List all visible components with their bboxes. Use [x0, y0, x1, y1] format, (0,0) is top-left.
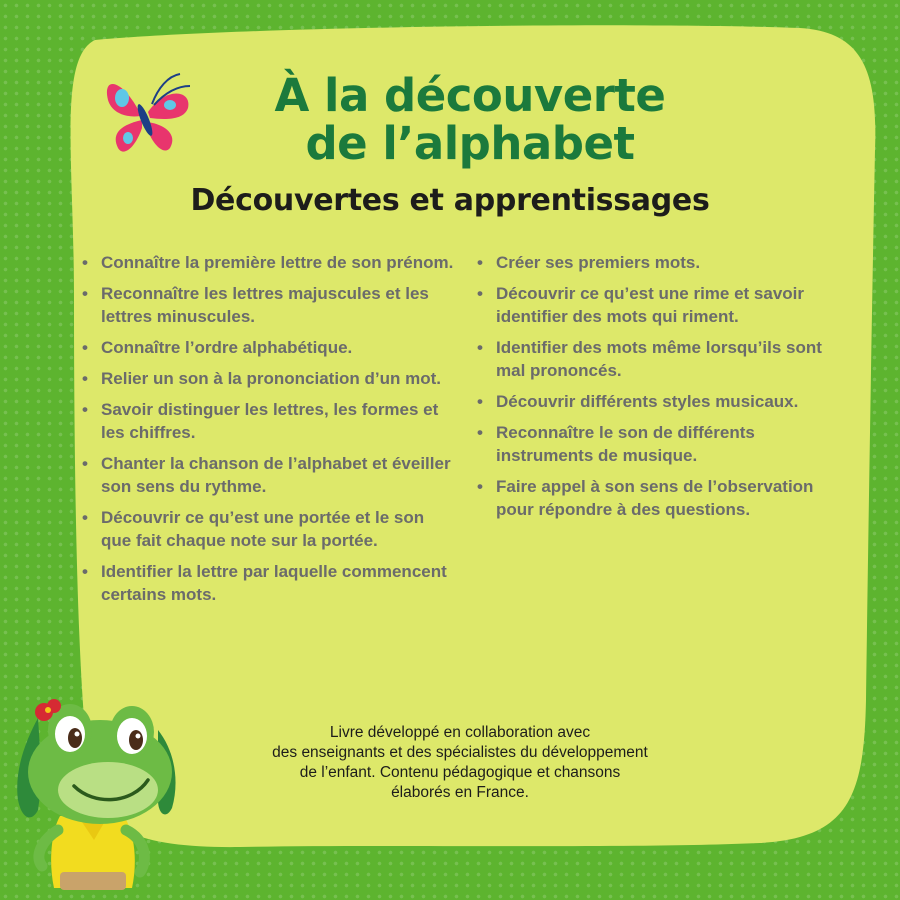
frog-character [8, 690, 188, 895]
title-line-2: de l’alphabet [305, 117, 635, 170]
list-item: • Découvrir ce qu’est une rime et savoir identifier des mots qui riment. [477, 282, 849, 328]
footer-line: élaborés en France. [391, 784, 529, 801]
skills-list-left [82, 251, 454, 614]
list-item: • Découvrir différents styles musicaux. [477, 390, 849, 413]
skills-list-right [477, 251, 849, 529]
footer-line: des enseignants et des spécialistes du développement [272, 744, 648, 761]
list-item: • Connaître la première lettre de son prénom. [82, 251, 454, 274]
footer-credit [220, 723, 700, 803]
list-item: • Découvrir ce qu’est une portée et le son que fait chaque note sur la portée. [82, 506, 454, 552]
list-item: • Reconnaître le son de différents instruments de musique. [477, 421, 849, 467]
section-subtitle: Découvertes et apprentissages [190, 183, 710, 218]
list-item: • Créer ses premiers mots. [477, 251, 849, 274]
title-line-1: À la découverte [274, 69, 666, 122]
list-item: • Identifier des mots même lorsqu’ils sont mal prononcés. [477, 336, 849, 382]
page-title [200, 69, 740, 170]
list-item: • Reconnaître les lettres majuscules et les lettres minuscules. [82, 282, 454, 328]
list-item: • Identifier la lettre par laquelle commencent certains mots. [82, 560, 454, 606]
list-item: • Connaître l’ordre alphabétique. [82, 336, 454, 359]
butterfly-icon [100, 68, 200, 168]
footer-line: Livre développé en collaboration avec [329, 724, 591, 741]
footer-line: de l’enfant. Contenu pédagogique et chansons [299, 764, 621, 781]
list-item: • Relier un son à la prononciation d’un mot. [82, 367, 454, 390]
list-item: • Savoir distinguer les lettres, les formes et les chiffres. [82, 398, 454, 444]
list-item: • Chanter la chanson de l’alphabet et éveiller son sens du rythme. [82, 452, 454, 498]
list-item: • Faire appel à son sens de l’observation pour répondre à des questions. [477, 475, 849, 521]
